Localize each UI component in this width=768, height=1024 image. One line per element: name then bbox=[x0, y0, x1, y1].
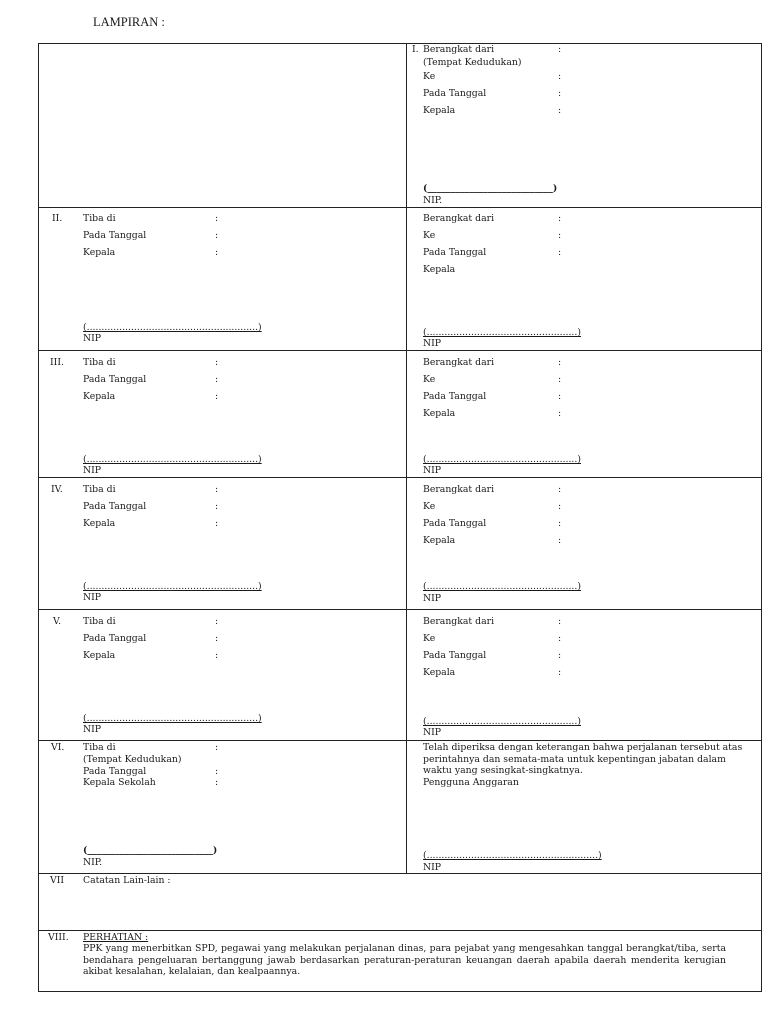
label-kepala: Kepala bbox=[423, 264, 456, 275]
signature-line: (..........................................................) bbox=[83, 713, 262, 724]
label-pada-tanggal: Pada Tanggal bbox=[423, 650, 487, 661]
label-kepala-sekolah: Kepala Sekolah bbox=[83, 777, 156, 788]
label-pada-tanggal: Pada Tanggal bbox=[83, 633, 147, 644]
label-pada-tanggal: Pada Tanggal bbox=[83, 501, 147, 512]
row-divider bbox=[38, 740, 762, 741]
label-tiba-di: Tiba di bbox=[83, 616, 116, 627]
row-divider bbox=[38, 477, 762, 478]
label-pada-tanggal: Pada Tanggal bbox=[423, 391, 487, 402]
label-tiba-di: Tiba di bbox=[83, 213, 116, 224]
colon: : bbox=[558, 230, 562, 241]
colon: : bbox=[215, 650, 219, 661]
colon: : bbox=[215, 766, 219, 777]
label-kepala: Kepala bbox=[83, 650, 116, 661]
colon: : bbox=[558, 535, 562, 546]
row-divider bbox=[38, 609, 762, 610]
label-tiba-di: Tiba di bbox=[83, 484, 116, 495]
label-kepala: Kepala bbox=[423, 105, 456, 116]
colon: : bbox=[558, 88, 562, 99]
table-border-top bbox=[38, 43, 762, 44]
label-nip: NIP bbox=[423, 338, 442, 349]
signature-line: (..........................................................) bbox=[423, 850, 602, 861]
colon: : bbox=[558, 357, 562, 368]
label-nip: NIP bbox=[83, 465, 102, 476]
label-berangkat-dari: Berangkat dari bbox=[423, 484, 495, 495]
label-nip: NIP bbox=[83, 333, 102, 344]
colon: : bbox=[558, 391, 562, 402]
label-kepala: Kepala bbox=[423, 535, 456, 546]
label-pengguna-anggaran: Pengguna Anggaran bbox=[423, 777, 519, 788]
label-kepala: Kepala bbox=[83, 391, 116, 402]
label-pada-tanggal: Pada Tanggal bbox=[423, 247, 487, 258]
label-nip: NIP bbox=[83, 592, 102, 603]
table-border-right bbox=[761, 43, 762, 991]
label-tempat-kedudukan: (Tempat Kedudukan) bbox=[423, 57, 522, 68]
row-number: V. bbox=[53, 616, 62, 627]
label-pada-tanggal: Pada Tanggal bbox=[83, 766, 147, 777]
colon: : bbox=[558, 71, 562, 82]
row-divider bbox=[38, 873, 762, 874]
label-pada-tanggal: Pada Tanggal bbox=[83, 374, 147, 385]
label-nip: NIP bbox=[423, 593, 442, 604]
colon: : bbox=[215, 518, 219, 529]
row-number: VII bbox=[50, 875, 65, 886]
label-nip: NIP bbox=[423, 727, 442, 738]
label-nip: NIP bbox=[423, 465, 442, 476]
colon: : bbox=[558, 213, 562, 224]
colon: : bbox=[215, 247, 219, 258]
row-divider bbox=[38, 350, 762, 351]
label-tempat-kedudukan: (Tempat Kedudukan) bbox=[83, 754, 182, 765]
signature-line: (___________________________) bbox=[423, 183, 558, 194]
table-border-left bbox=[38, 43, 39, 991]
page-title: LAMPIRAN : bbox=[93, 15, 165, 29]
colon: : bbox=[215, 230, 219, 241]
signature-line: (...................................................) bbox=[423, 581, 581, 592]
label-kepala: Kepala bbox=[423, 667, 456, 678]
colon: : bbox=[558, 484, 562, 495]
label-ke: Ke bbox=[423, 71, 436, 82]
row-divider bbox=[38, 207, 762, 208]
row-number: III. bbox=[50, 357, 64, 368]
colon: : bbox=[215, 616, 219, 627]
colon: : bbox=[558, 667, 562, 678]
colon: : bbox=[215, 357, 219, 368]
colon: : bbox=[558, 650, 562, 661]
label-kepala: Kepala bbox=[83, 247, 116, 258]
row-divider bbox=[38, 930, 762, 931]
label-ke: Ke bbox=[423, 633, 436, 644]
row-number: VI. bbox=[51, 742, 65, 753]
label-pada-tanggal: Pada Tanggal bbox=[83, 230, 147, 241]
label-ke: Ke bbox=[423, 230, 436, 241]
label-tiba-di: Tiba di bbox=[83, 357, 116, 368]
table-border-bottom bbox=[38, 991, 762, 992]
colon: : bbox=[215, 742, 219, 753]
colon: : bbox=[558, 633, 562, 644]
label-pada-tanggal: Pada Tanggal bbox=[423, 88, 487, 99]
label-berangkat-dari: Berangkat dari bbox=[423, 616, 495, 627]
colon: : bbox=[215, 391, 219, 402]
colon: : bbox=[558, 105, 562, 116]
colon: : bbox=[558, 501, 562, 512]
signature-line: (...................................................) bbox=[423, 327, 581, 338]
colon: : bbox=[215, 633, 219, 644]
label-ke: Ke bbox=[423, 501, 436, 512]
colon: : bbox=[558, 374, 562, 385]
colon: : bbox=[215, 484, 219, 495]
row-number: I. bbox=[412, 44, 419, 55]
label-nip: NIP. bbox=[83, 857, 103, 868]
label-catatan: Catatan Lain-lain : bbox=[83, 875, 171, 886]
signature-line: (..........................................................) bbox=[83, 322, 262, 333]
label-berangkat-dari: Berangkat dari bbox=[423, 44, 495, 55]
label-berangkat-dari: Berangkat dari bbox=[423, 213, 495, 224]
row-number: II. bbox=[52, 213, 63, 224]
label-kepala: Kepala bbox=[423, 408, 456, 419]
colon: : bbox=[215, 213, 219, 224]
colon: : bbox=[215, 374, 219, 385]
signature-line: (...................................................) bbox=[423, 454, 581, 465]
colon: : bbox=[215, 777, 219, 788]
label-perhatian: PERHATIAN : bbox=[83, 932, 149, 943]
colon: : bbox=[558, 408, 562, 419]
table-center-divider bbox=[406, 43, 407, 873]
perhatian-text: PPK yang menerbitkan SPD, pegawai yang melakukan perjalanan dinas, para pejabat yang mengesahkan tanggal berangkat/tiba, serta bendahara pengeluaran bertanggung jawab berdasarkan peraturan-peraturan keuangan daerah apabila daerah menderita kerugian akibat kesalahan, kelalaian, dan kealpaannya. bbox=[83, 943, 726, 977]
colon: : bbox=[558, 44, 562, 55]
row-number: VIII. bbox=[48, 932, 69, 943]
colon: : bbox=[558, 616, 562, 627]
label-kepala: Kepala bbox=[83, 518, 116, 529]
label-nip: NIP bbox=[423, 862, 442, 873]
verification-statement: Telah diperiksa dengan keterangan bahwa perjalanan tersebut atas perintahnya dan semata-mata untuk kepentingan jabatan dalam waktu yang sesingkat-singkatnya. bbox=[423, 742, 743, 776]
signature-line: (...................................................) bbox=[423, 716, 581, 727]
colon: : bbox=[558, 518, 562, 529]
label-nip: NIP bbox=[83, 724, 102, 735]
label-ke: Ke bbox=[423, 374, 436, 385]
label-berangkat-dari: Berangkat dari bbox=[423, 357, 495, 368]
row-number: IV. bbox=[51, 484, 63, 495]
signature-line: (___________________________) bbox=[83, 845, 218, 856]
label-tiba-di: Tiba di bbox=[83, 742, 116, 753]
colon: : bbox=[558, 247, 562, 258]
colon: : bbox=[215, 501, 219, 512]
label-pada-tanggal: Pada Tanggal bbox=[423, 518, 487, 529]
signature-line: (..........................................................) bbox=[83, 454, 262, 465]
label-nip: NIP. bbox=[423, 195, 443, 206]
signature-line: (..........................................................) bbox=[83, 581, 262, 592]
